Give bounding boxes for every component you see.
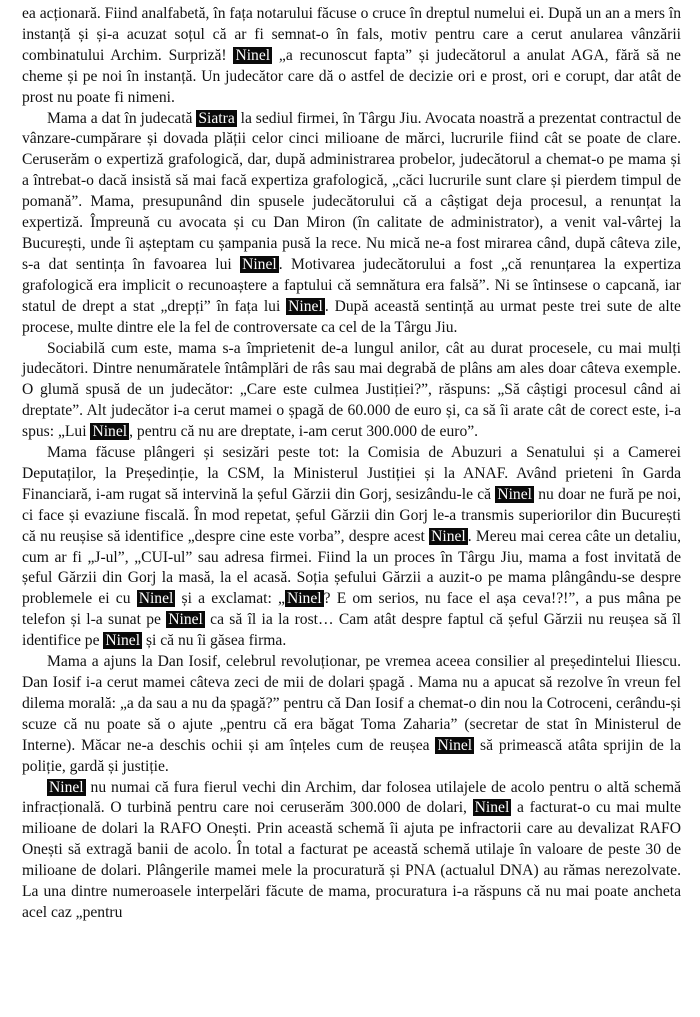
redacted-name-highlight: Ninel [92,423,128,441]
text-run: , pentru că nu are dreptate, i-am cerut 300.000 de euro”. [129,423,479,441]
paragraph [22,652,681,777]
redacted-name-highlight: Ninel [105,632,141,650]
text-run: ea acționară. Fiind analfabetă, în fața notarului făcuse o cruce în dreptul numelui ei. După un an a mers în instanță și și-a acuzat soțul că ar fi semnat-o în fals, motiv pentru care a cerut anularea vânzării combinatului Archim. Surpriză! [22,5,682,64]
text-run: nu numai că fura fierul vechi din Archim, dar folosea utilajele de acolo pentru o altă schemă infracțională. O turbină pentru care noi ceruserăm 300.000 de dolari, [22,778,681,817]
text-run: a facturat-o cu mai multe milioane de dolari la RAFO Onești. Prin această schemă îi ajuta pe infractorii care au devalizat RAFO Onești să extragă banii de acolo. În total a facturat pe această schemă utilaje în valoare de peste 30 de milioane de dolari. Plângerile mamei mele la procuratură și PNA (actualul DNA) au rămas nerezolvate. La una dintre numeroasele interpelări făcute de mama, procuratura i-a răspuns că nu mai poate ancheta acel caz „pentru [22,799,681,921]
redacted-name-highlight: Ninel [168,611,203,629]
redacted-name-highlight: Ninel [286,590,322,608]
redacted-name-highlight: Ninel [242,255,277,273]
text-run: ca să îl ia la rost… Cam atât despre faptul că șeful Gărzii nu reușea să îl identifice pe [22,611,681,650]
redacted-name-highlight: Ninel [474,799,510,817]
text-run: și a exclamat: „ [175,590,285,608]
paragraph [22,109,681,339]
redacted-name-highlight: Ninel [288,297,323,315]
text-run: Mama a dat în judecată [47,109,197,127]
redacted-name-highlight: Ninel [138,590,174,608]
text-run: ? E om serios, nu face el așa ceva!?!”, a pus mâna pe telefon și l-a sunat pe [22,590,681,629]
paragraph [22,4,681,109]
text-run: Sociabilă cum este, mama s-a împrietenit de-a lungul anilor, cât au durat procesele, cu mai mulți judecători. Dintre nenumăratele întâmplări de râs sau mai degrabă de plâns am ales doar câteva exemple. O glumă spusă de un judecător: „Care este culmea Justiției?”, răspuns: „Să câștigi procesul când ai dreptate”. Alt judecător i-a cerut mamei o șpagă de 60.000 de euro și, ca să îi arate cât de corect este, i-a spus: „Lui [22,339,681,441]
redacted-name-highlight: Ninel [497,485,532,503]
redacted-name-highlight: Ninel [49,778,84,796]
text-run: la sediul firmei, în Târgu Jiu. Avocata noastră a prezentat contractul de vânzare-cumpărare și dovada plății celor cinci milioane de mărci, lucrurile fiind cât se poate de clare. Ceruserăm o expertiză grafologică, dar, după administrarea probelor, judecătorul a chemat-o pe mama și a întrebat-o dacă insistă să mai facă expertiza grafologică, „căci lucrurile sunt clare și pierdem timpul de pomană”. Mama, presupunând din spusele judecătorului că a câștigat deja procesul, a renunțat la expertiză. Împreună cu avocata și cu Dan Miron (în calitate de administrator), a venit val-vârtej la București, unde îi așteptam cu șampania pusă la rece. Nu mică ne-a fost mirarea când, după câteva zile, s-a dat sentința în favoarea lui [22,109,682,273]
paragraph [22,339,681,444]
paragraph [22,443,681,652]
text-run: Mama făcuse plângeri și sesizări peste tot: la Comisia de Abuzuri a Senatului și a Camerei Deputaților, la Președinție, la CSM, la Ministerul Justiției și la ANAF. Având prieteni în Garda Financiară, i-am rugat să intervină la șeful Gărzii din Gorj, sesizându-le că [22,444,681,503]
text-run: Mama a ajuns la Dan Iosif, celebrul revoluționar, pe vremea aceea consilier al președintelui Iliescu. Dan Iosif i-a cerut mamei câteva zeci de mii de dolari șpagă . Mama nu a apucat să rezolve în vreun fel dilema morală: „a da sau a nu da șpagă?” pentru că Dan Iosif a chemat-o din nou la Cotroceni, cerându-și scuze că nu poate să o ajute „pentru că era băgat Toma Zaharia” (secretar de stat în Ministerul de Interne). Măcar ne-a deschis ochii și am înțeles cum de reușea [22,653,681,754]
text-run: . Mereu mai cerea câte un detaliu, cum ar fi „J-ul”, „CUI-ul” sau adresa firmei. Fiind la un proces în Târgu Jiu, mama a fost invitată de șeful Gărzii din Gorj la masă, la el acasă. Soția șefului Gărzii a auzit-o pe mama plângându-se despre problemele ei cu [22,527,681,608]
redacted-name-highlight: Ninel [437,736,473,754]
text-run: . Motivarea judecătorului a fost „că renunțarea la expertiza grafologică era implicit o recunoaștere a faptului că semnătura era falsă”. Ni se întinsese o capcană, iar statul de drept a stat „drepți” în fața lui [22,255,681,315]
paragraph [22,778,681,924]
text-run: „a recunoscut fapta” și judecătorul a anulat AGA, fără să ne cheme și pe noi în instanță. Un judecător care dă o astfel de decizie ori e prost, ori e corupt, dar atât de prost nu poate fi nimeni. [22,46,681,106]
text-run: . După această sentință au urmat peste trei sute de alte procese, multe dintre ele la fel de controversate ca cel de la Târgu Jiu. [22,297,681,336]
redacted-name-highlight: Ninel [431,527,466,545]
redacted-name-highlight: Siatra [198,109,235,127]
text-run: și că nu îi găsea firma. [142,632,287,650]
text-run: nu doar ne fură pe noi, ci face și evaziune fiscală. În mod repetat, șeful Gărzii din Gorj le-a transmis superiorilor din București că nu reușise să identifice „despre cine este vorba”, despre acest [22,485,681,545]
text-run: să primească atâta sprijin de la poliție, gardă și justiție. [22,736,681,775]
redacted-name-highlight: Ninel [235,46,271,64]
